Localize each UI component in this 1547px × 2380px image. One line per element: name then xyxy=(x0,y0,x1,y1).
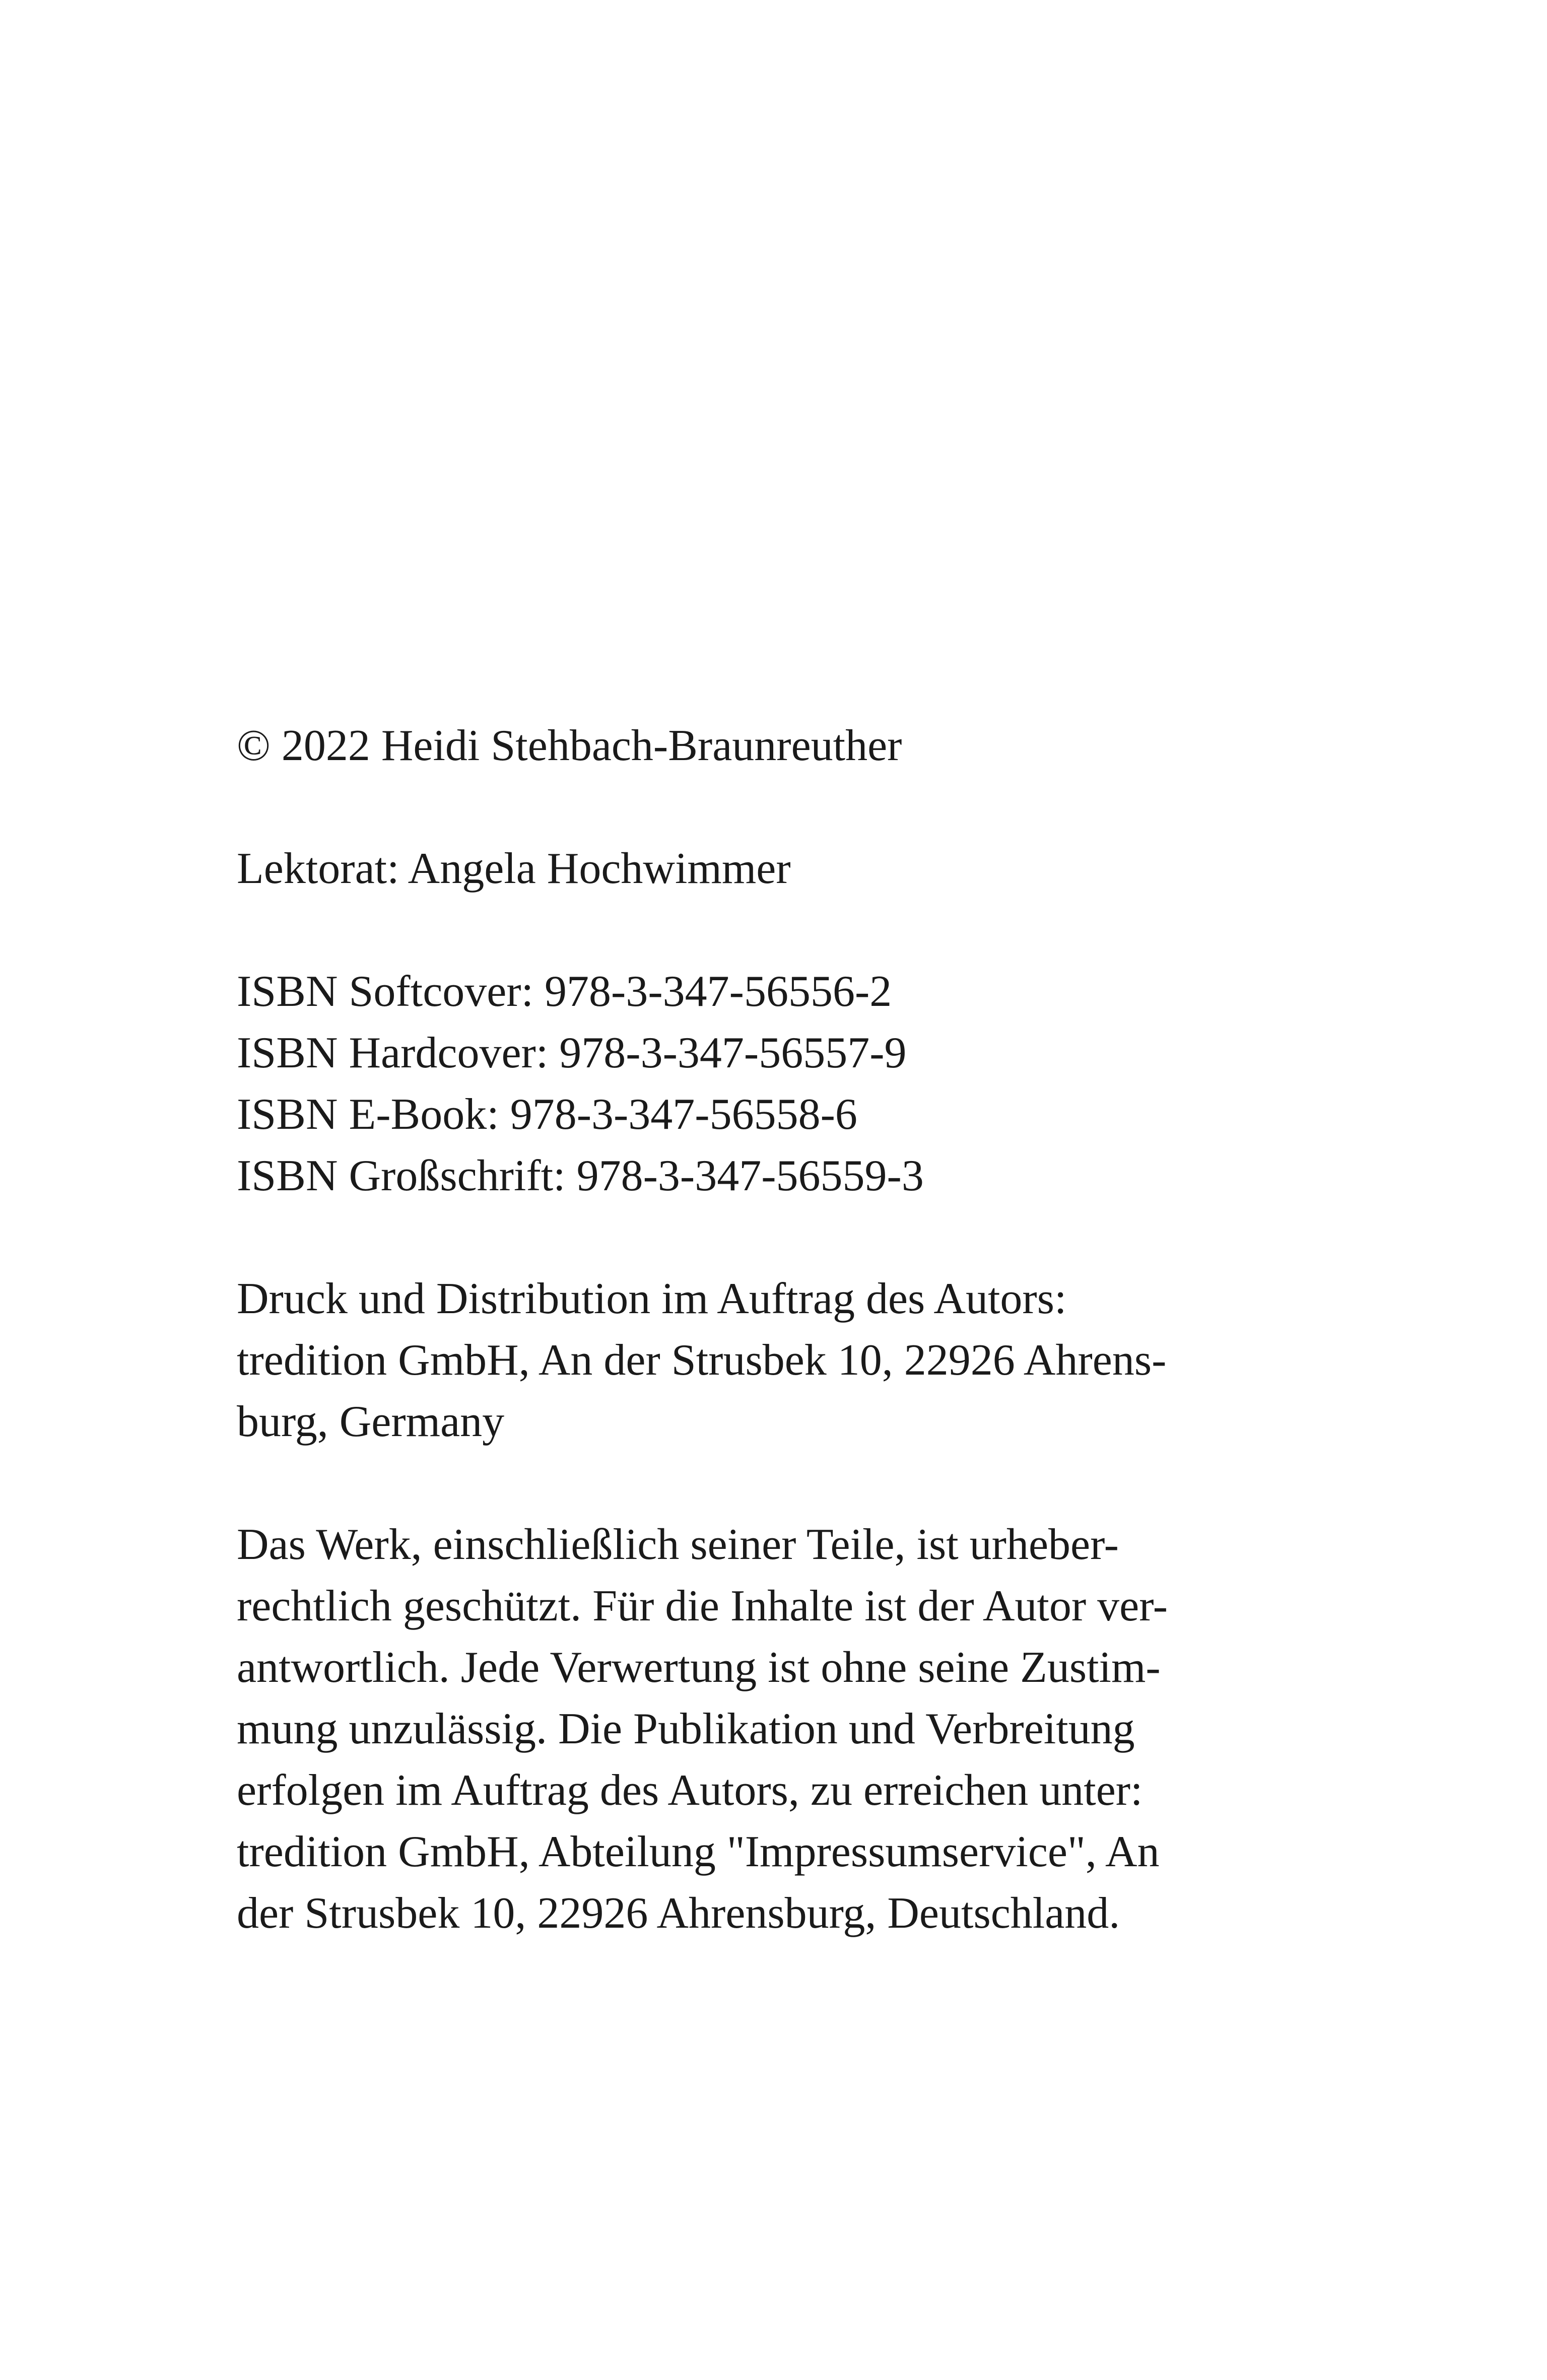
distribution-line: Druck und Distribution im Auftrag des Autors: xyxy=(237,1274,1067,1323)
editor-line: Lektorat: Angela Hochwimmer xyxy=(237,844,791,893)
isbn-hardcover: ISBN Hardcover: 978-3-347-56557-9 xyxy=(237,1029,907,1077)
legal-line: antwortlich. Jede Verwertung ist ohne seine Zustim- xyxy=(237,1643,1161,1692)
legal-line: tredition GmbH, Abteilung "Impressumservice", An xyxy=(237,1827,1160,1876)
spacer xyxy=(237,900,1320,961)
isbn-ebook: ISBN E-Book: 978-3-347-56558-6 xyxy=(237,1090,857,1139)
legal-line: der Strusbek 10, 22926 Ahrensburg, Deutschland. xyxy=(237,1889,1120,1938)
editor-credit xyxy=(237,838,1320,900)
copyright-notice xyxy=(237,715,1320,777)
spacer xyxy=(237,1453,1320,1514)
isbn-softcover: ISBN Softcover: 978-3-347-56556-2 xyxy=(237,967,892,1016)
spacer xyxy=(237,777,1320,838)
distribution-line: tredition GmbH, An der Strusbek 10, 22926 Ahrens- xyxy=(237,1336,1167,1385)
legal-notice xyxy=(237,1514,1320,1944)
isbn-list xyxy=(237,961,1320,1207)
distribution-notice xyxy=(237,1268,1320,1453)
imprint-page xyxy=(237,715,1320,1944)
spacer xyxy=(237,1207,1320,1268)
legal-line: Das Werk, einschließlich seiner Teile, ist urheber- xyxy=(237,1520,1119,1569)
legal-line: rechtlich geschützt. Für die Inhalte ist der Autor ver- xyxy=(237,1582,1168,1630)
legal-line: erfolgen im Auftrag des Autors, zu erreichen unter: xyxy=(237,1766,1143,1815)
isbn-large-print: ISBN Großschrift: 978-3-347-56559-3 xyxy=(237,1151,924,1200)
copyright-line: © 2022 Heidi Stehbach-Braunreuther xyxy=(237,721,902,770)
distribution-line: burg, Germany xyxy=(237,1397,505,1446)
legal-line: mung unzulässig. Die Publikation und Verbreitung xyxy=(237,1705,1135,1753)
